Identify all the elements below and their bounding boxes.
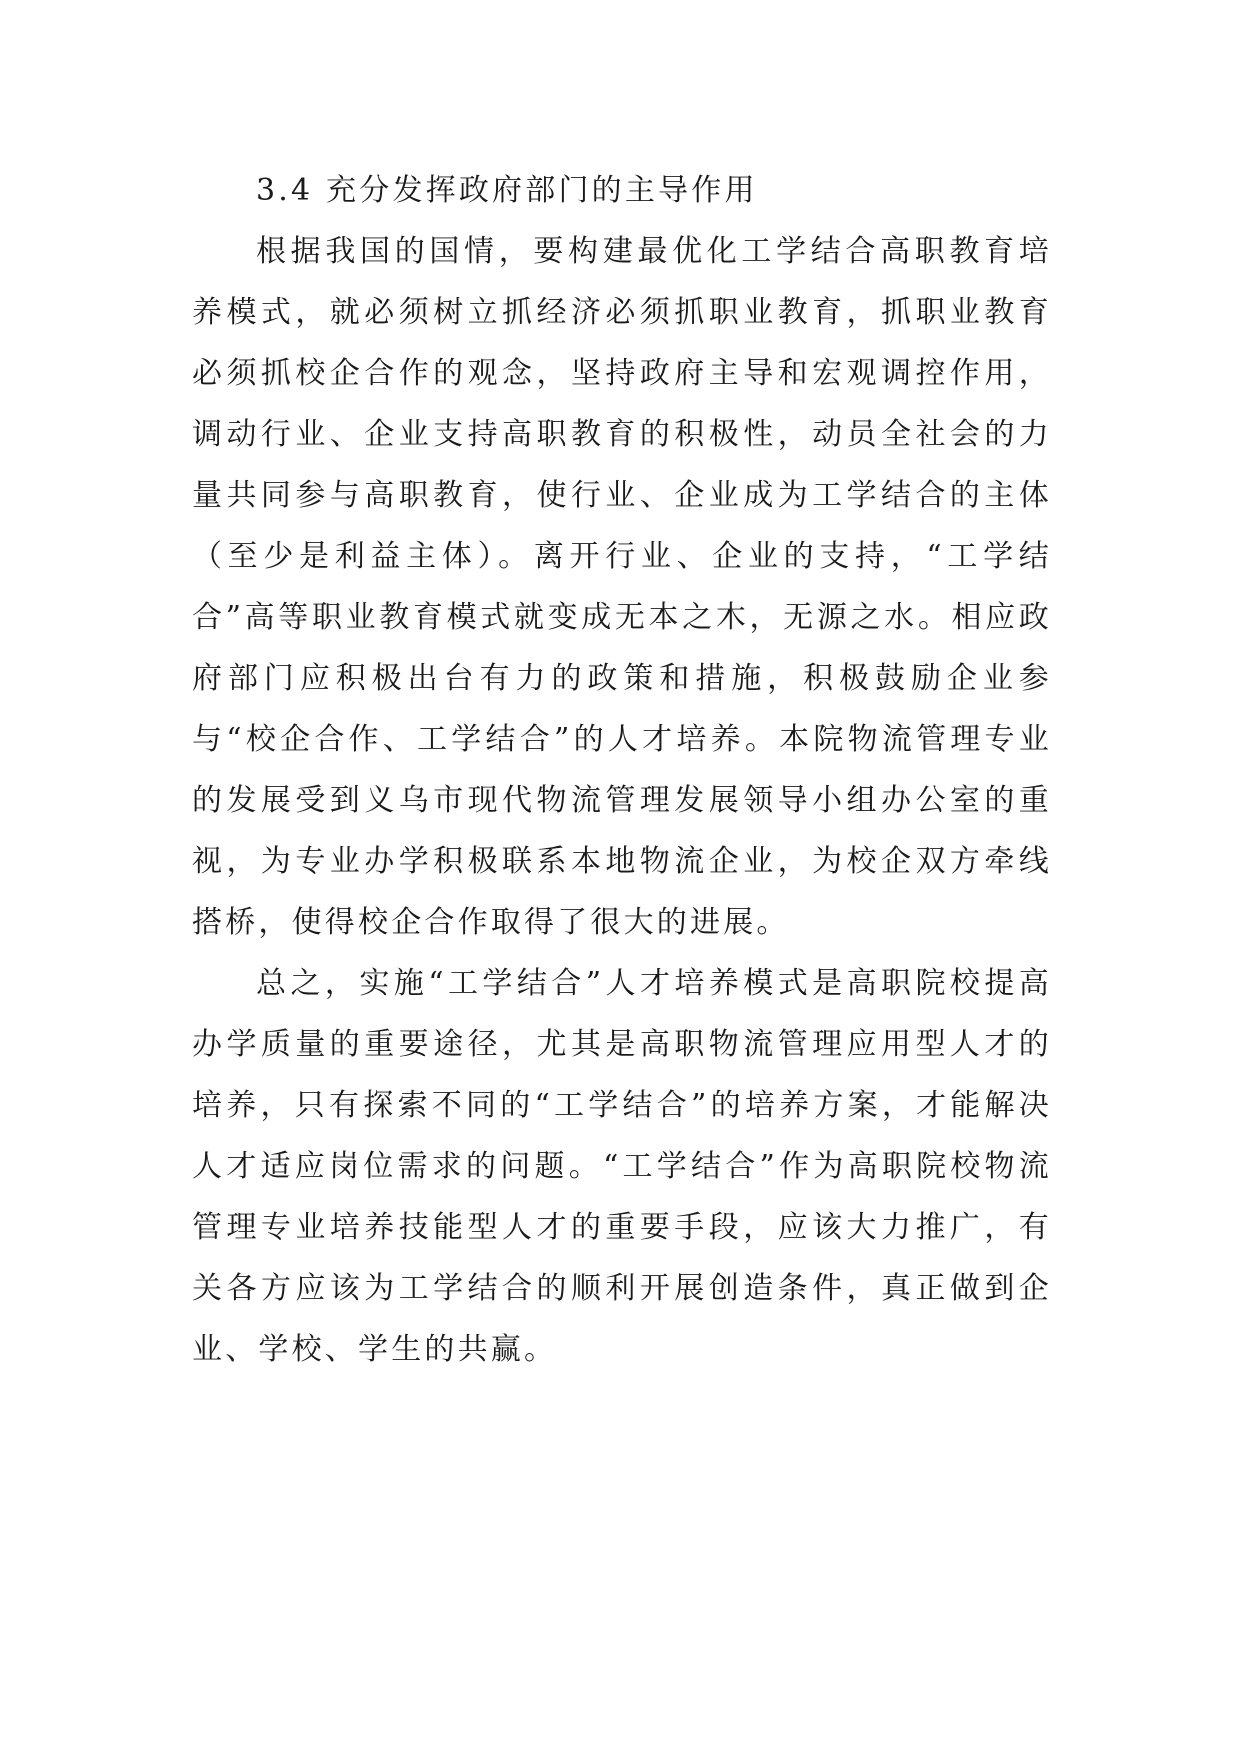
paragraph-conclusion: 总之，实施“工学结合”人才培养模式是高职院校提高办学质量的重要途径，尤其是高职物流管理应用型人才的培养，只有探索不同的“工学结合”的培养方案，才能解决人才适应岗位需求的问题。“工学结合”作为高职院校物流管理专业培养技能型人才的重要手段，应该大力推广，有关各方应该为工学结合的顺利开展创造条件，真正做到企业、学校、学生的共赢。 xyxy=(192,966,1052,1367)
document-body xyxy=(192,160,1052,1380)
section-heading: 3.4 充分发挥政府部门的主导作用 xyxy=(256,173,758,208)
paragraph-government-role: 根据我国的国情，要构建最优化工学结合高职教育培养模式，就必须树立抓经济必须抓职业教育，抓职业教育必须抓校企合作的观念，坚持政府主导和宏观调控作用，调动行业、企业支持高职教育的积极性，动员全社会的力量共同参与高职教育，使行业、企业成为工学结合的主体（至少是利益主体）。离开行业、企业的支持，“工学结合”高等职业教育模式就变成无本之木，无源之水。相应政府部门应积极出台有力的政策和措施，积极鼓励企业参与“校企合作、工学结合”的人才培养。本院物流管理专业的发展受到义乌市现代物流管理发展领导小组办公室的重视，为专业办学积极联系本地物流企业，为校企双方牵线搭桥，使得校企合作取得了很大的进展。 xyxy=(192,234,1052,940)
